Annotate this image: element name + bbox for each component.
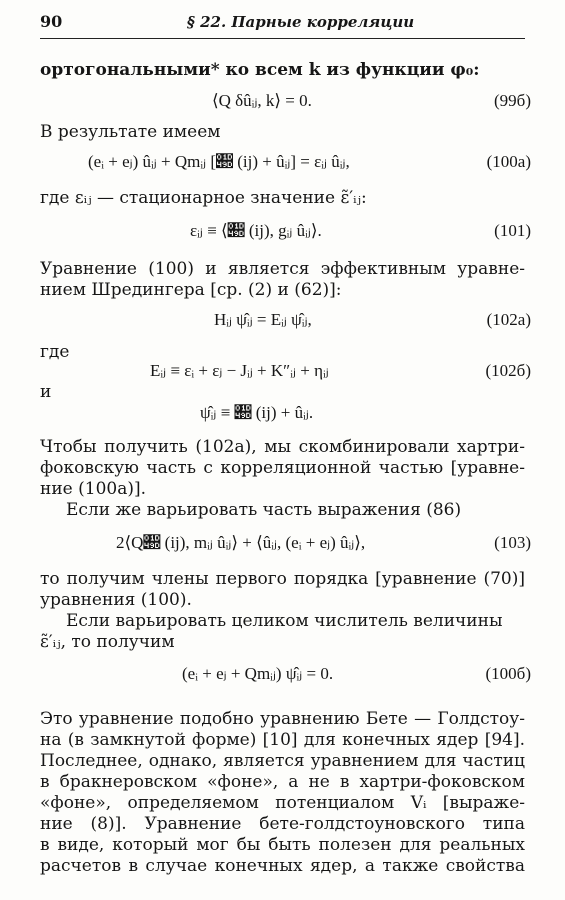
equation: εᵢⱼ ≡ ⟨𝒝 (ij), gᵢⱼ ûᵢⱼ⟩. xyxy=(190,221,322,240)
text-line: на (в замкнутой форме) [10] для конечных ядер [94]. xyxy=(40,730,525,750)
equation: Eᵢⱼ ≡ εᵢ + εⱼ − Jᵢⱼ + K″ᵢⱼ + ηᵢⱼ xyxy=(150,361,329,380)
equation-number: (102а) xyxy=(486,310,531,329)
equation: (eᵢ + eⱼ + Qmᵢⱼ) ψ̂ᵢⱼ = 0. xyxy=(182,664,334,683)
text-line: Если варьировать целиком числитель величины xyxy=(66,611,503,631)
text-line: В результате имеем xyxy=(40,122,221,142)
text-line: где εᵢⱼ — стационарное значение ε̃′ᵢⱼ: xyxy=(40,188,367,208)
equation: ⟨Q δûᵢⱼ, k⟩ = 0. xyxy=(212,91,312,110)
text-line: в виде, который мог бы быть полезен для реальных xyxy=(40,835,525,855)
text-line: где xyxy=(40,342,70,362)
running-header xyxy=(40,12,525,39)
text-line: ние (100а)]. xyxy=(40,479,147,499)
equation-number: (103) xyxy=(494,533,531,552)
text-line: уравнения (100). xyxy=(40,590,192,610)
text-line: ние (8)]. Уравнение бете-голдстоуновского типа xyxy=(40,814,525,834)
text-line: ε̃′ᵢⱼ, то получим xyxy=(40,632,175,652)
text-line: Уравнение (100) и является эффективным уравне- xyxy=(40,259,525,279)
text-line: в бракнеровском «фоне», а не в хартри-фоковском xyxy=(40,772,525,792)
equation-number: (99б) xyxy=(494,91,531,110)
equation: 2⟨Q𝒝 (ij), mᵢⱼ ûᵢⱼ⟩ + ⟨ûᵢⱼ, (eᵢ + eⱼ) ûᵢⱼ⟩, xyxy=(116,533,366,552)
equation: (eᵢ + eⱼ) ûᵢⱼ + Qmᵢⱼ [𝒝 (ij) + ûᵢⱼ] = εᵢⱼ ûᵢⱼ, xyxy=(88,152,350,171)
text-line: расчетов в случае конечных ядер, а также свойства xyxy=(40,856,525,876)
text-line: Это уравнение подобно уравнению Бете — Голдстоу- xyxy=(40,709,525,729)
text-line: Если же варьировать часть выражения (86) xyxy=(66,500,462,520)
text-line: «фоне», определяемом потенциалом Vᵢ [выраже- xyxy=(40,793,525,813)
page-number: 90 xyxy=(40,12,63,31)
equation-number: (101) xyxy=(494,221,531,240)
equation: ψ̂ᵢⱼ ≡ 𝒝 (ij) + ûᵢⱼ. xyxy=(200,403,314,422)
text-line: нием Шредингера [ср. (2) и (62)]: xyxy=(40,280,342,300)
text-line: Последнее, однако, является уравнением для частиц xyxy=(40,751,525,771)
equation-number: (100б) xyxy=(485,664,531,683)
text-line: фоковскую часть с корреляционной частью [уравне- xyxy=(40,458,525,478)
text-line: ортогональными* ко всем k из функции φ₀: xyxy=(40,60,480,80)
equation-number: (100а) xyxy=(486,152,531,171)
equation-number: (102б) xyxy=(485,361,531,380)
equation: Hᵢⱼ ψ̂ᵢⱼ = Eᵢⱼ ψ̂ᵢⱼ, xyxy=(214,310,312,329)
text-line: то получим члены первого порядка [уравнение (70)] xyxy=(40,569,525,589)
section-title: § 22. Парные корреляции xyxy=(187,13,415,31)
text-line: Чтобы получить (102а), мы скомбинировали хартри- xyxy=(40,437,525,457)
text-line: и xyxy=(40,382,52,402)
